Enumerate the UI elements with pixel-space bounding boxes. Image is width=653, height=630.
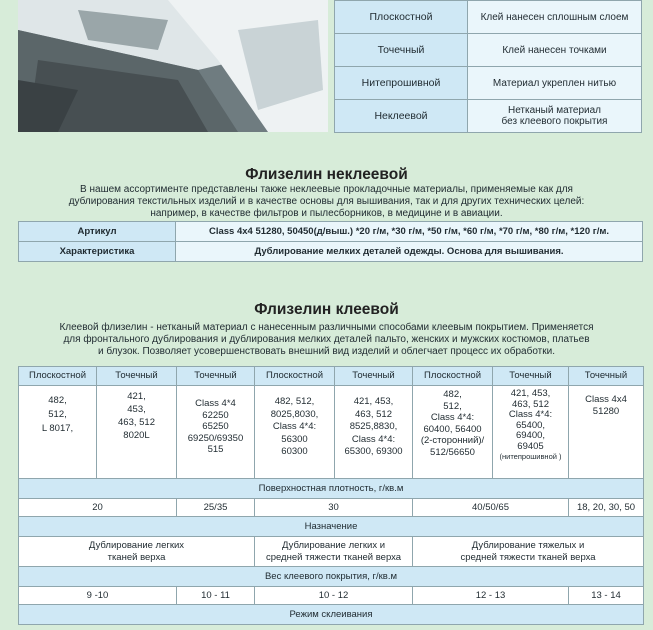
table-row <box>19 499 644 517</box>
header-cell: Точечный <box>335 367 413 386</box>
table-row <box>19 567 644 587</box>
purpose-value: Дублирование легких тканей верха <box>19 537 255 567</box>
article-value: Class 4x4 51280, 50450(д/выш.) *20 г/м, *30 г/м, *50 г/м, *60 г/м, *70 г/м, *80 г/м, *120 г/м. <box>176 222 643 242</box>
article-cell: 421, 453, 463, 512 8020L <box>97 386 177 479</box>
table-row <box>19 587 644 605</box>
header-cell: Плоскостной <box>255 367 335 386</box>
density-value: 18, 20, 30, 50 <box>569 499 644 517</box>
density-value: 25/35 <box>177 499 255 517</box>
nonwoven-table <box>18 221 643 262</box>
article-cell: 482, 512, Class 4*4: 60400, 56400 (2-сторонний)/ 512/56650 <box>413 386 493 479</box>
feature-label: Характеристика <box>19 242 176 262</box>
type-dot: Точечный <box>335 34 468 67</box>
table-row <box>19 222 643 242</box>
article-cell: 482, 512, L 8017, <box>19 386 97 479</box>
header-cell: Точечный <box>569 367 644 386</box>
table-row <box>19 605 644 625</box>
article-label: Артикул <box>19 222 176 242</box>
type-flat: Плоскостной <box>335 1 468 34</box>
table-row <box>19 367 644 386</box>
weight-label: Вес клеевого покрытия, г/кв.м <box>19 567 644 587</box>
article-cell: 421, 453, 463, 512 8525,8830, Class 4*4: 65300, 69300 <box>335 386 413 479</box>
density-value: 30 <box>255 499 413 517</box>
table-row <box>19 242 643 262</box>
table-row <box>19 517 644 537</box>
weight-value: 10 - 12 <box>255 587 413 605</box>
fabric-photo <box>18 0 328 132</box>
weight-value: 13 - 14 <box>569 587 644 605</box>
adhesive-table <box>18 366 644 625</box>
density-value: 40/50/65 <box>413 499 569 517</box>
purpose-value: Дублирование тяжелых и средней тяжести тканей верха <box>413 537 644 567</box>
type-flat-desc: Клей нанесен сплошным слоем <box>468 1 642 34</box>
type-stitch-desc: Материал укреплен нитью <box>468 67 642 100</box>
article-cell: 482, 512, 8025,8030, Class 4*4: 56300 60300 <box>255 386 335 479</box>
table-row <box>335 34 642 67</box>
nonwoven-text: В нашем ассортименте представлены также неклеевые прокладочные материалы, применяемые как для дублирования текстильных изделий и в качестве основы для вышивания, так и для других технических целей: например, в качестве фильтров и пылесборников, в медицине и в авиации. <box>68 184 585 219</box>
density-label: Поверхностная плотность, г/кв.м <box>19 479 644 499</box>
header-cell: Точечный <box>177 367 255 386</box>
type-nonglue: Неклеевой <box>335 100 468 133</box>
table-row <box>335 1 642 34</box>
type-nonglue-desc: Нетканый материал без клеевого покрытия <box>468 100 642 133</box>
top-section <box>0 0 653 140</box>
table-row <box>19 537 644 567</box>
header-cell: Точечный <box>97 367 177 386</box>
type-stitch: Нитепрошивной <box>335 67 468 100</box>
glue-types-table <box>334 0 642 133</box>
article-cell: Class 4*4 62250 65250 69250/69350 515 <box>177 386 255 479</box>
adhesive-title: Флизелин клеевой <box>254 301 399 318</box>
purpose-value: Дублирование легких и средней тяжести тканей верха <box>255 537 413 567</box>
nonwoven-title: Флизелин неклеевой <box>245 166 408 183</box>
weight-value: 9 -10 <box>19 587 177 605</box>
weight-value: 12 - 13 <box>413 587 569 605</box>
table-row <box>335 67 642 100</box>
table-row <box>19 479 644 499</box>
type-dot-desc: Клей нанесен точками <box>468 34 642 67</box>
purpose-label: Назначение <box>19 517 644 537</box>
article-cell: 421, 453, 463, 512 Class 4*4: 65400, 69400, 69405 (нитепрошивной ) <box>493 386 569 479</box>
density-value: 20 <box>19 499 177 517</box>
header-cell: Плоскостной <box>413 367 493 386</box>
adhesive-text: Клеевой флизелин - нетканый материал с нанесенным различными способами клеевым покрытием. Применяется для фронтального дублирования и дублирования мелких деталей пальто, женских и мужских костюмов, платьев и блузок. Позволяет усовершенствовать внешний вид изделий и облегчает процесс их обработки. <box>59 322 594 357</box>
article-cell: Class 4x4 51280 <box>569 386 644 479</box>
weight-value: 10 - 11 <box>177 587 255 605</box>
header-cell: Плоскостной <box>19 367 97 386</box>
feature-value: Дублирование мелких деталей одежды. Основа для вышивания. <box>176 242 643 262</box>
table-row <box>335 100 642 133</box>
table-row <box>19 386 644 479</box>
header-cell: Точечный <box>493 367 569 386</box>
mode-label: Режим склеивания <box>19 605 644 625</box>
